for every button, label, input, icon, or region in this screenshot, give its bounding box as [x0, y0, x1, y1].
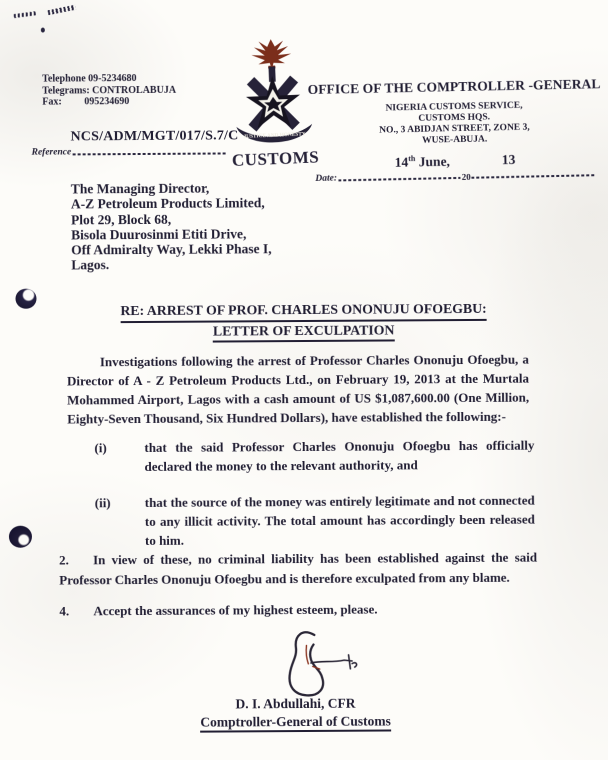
fax-label: Fax: [42, 96, 62, 108]
reference-line [32, 146, 228, 157]
signature-scrawl-icon [260, 628, 380, 699]
pen-dot [41, 28, 45, 33]
subject-line-1: RE: ARREST OF PROF. CHARLES ONONUJU OFOEGBU: [120, 300, 486, 323]
reference-label: Reference [31, 147, 72, 158]
date-block [309, 150, 601, 183]
dotted-rule [472, 174, 595, 178]
signature-block [188, 627, 404, 732]
subject-line-2: LETTER OF EXCULPATION [213, 321, 395, 343]
recipient-line: Off Admiralty Way, Lekki Phase I, [71, 241, 272, 258]
recipient-address [71, 180, 272, 273]
list-marker: (i) [94, 440, 107, 456]
body-paragraph-1: Investigations following the arrest of Professor Charles Ononuju Ofoegbu, a Director of A - Z Petroleum Products Ltd., on February 19, 2013 at the Murtala Mohammed Airport, Lagos with a cash amount of US $1,087,600.00 (One Million, Eighty-Seven Thousand, Six Hundred Dollars), have established the following:- [66, 351, 530, 427]
paragraph-text: In view of these, no criminal liability has been established against the said Professor Charles Ononuju Ofoegbu and is therefore exculpated from any blame. [59, 549, 538, 587]
body-paragraph-4 [59, 599, 537, 621]
list-text: that the source of the money was entirely legitimate and not connected to any illicit activity. The total amount has accordingly been released to him. [144, 492, 535, 548]
signatory-name: D. I. Abdullahi, CFR [235, 695, 356, 712]
recipient-line: Plot 29, Block 68, [70, 211, 172, 228]
date-year: 13 [501, 151, 516, 168]
paragraph-number: 4. [59, 603, 70, 619]
date-day-month: 14th June, [394, 153, 451, 170]
crest-motto: JUSTICE AND HONESTY [243, 131, 306, 140]
address-line: WUSE-ABUJA. [421, 134, 488, 146]
address-line: NIGERIA CUSTOMS SERVICE, [385, 100, 523, 114]
pen-scribble [14, 11, 36, 18]
reference-block [31, 128, 239, 158]
signatory-title: Comptroller-General of Customs [200, 713, 391, 732]
address-line: NO., 3 ABIDJAN STREET, ZONE 3, [379, 122, 530, 136]
date-label: Date: [315, 172, 338, 184]
reference-number: NCS/ADM/MGT/017/S.7/C [70, 128, 239, 145]
recipient-line: Lagos. [71, 257, 110, 273]
telegrams-line: Telegrams: CONTROLABUJA [42, 84, 177, 97]
paragraph-number: 2. [59, 552, 69, 568]
fax-number: 095234690 [84, 96, 130, 108]
dotted-rule [338, 176, 461, 180]
recipient-line: The Managing Director, [70, 180, 210, 197]
ink-blot [9, 526, 32, 548]
list-marker: (ii) [94, 495, 111, 511]
subject-heading [0, 299, 608, 344]
office-block [307, 76, 601, 183]
list-text: that the said Professor Charles Ononuju Ofoegbu has officially declared the money to the relevant authority, and [144, 437, 535, 474]
dotted-rule [72, 152, 226, 155]
crest-caption: CUSTOMS [231, 147, 320, 170]
eagle-icon [251, 38, 292, 70]
telephone-line: Telephone 09-5234680 [42, 73, 137, 85]
contact-info [42, 73, 176, 108]
recipient-line: A-Z Petroleum Products Limited, [70, 195, 265, 212]
office-address [308, 99, 601, 149]
office-title: OFFICE OF THE COMPTROLLER -GENERAL [307, 76, 601, 98]
recipient-line: Bisola Duurosinmi Etiti Drive, [71, 226, 247, 243]
list-item-i [94, 436, 534, 477]
pen-scribble [48, 5, 76, 15]
list-item-ii [95, 491, 535, 551]
paragraph-text: Accept the assurances of my highest esteem, please. [93, 601, 378, 619]
year-prefix: 20 [461, 171, 471, 182]
address-line: CUSTOMS HQS. [418, 112, 491, 124]
body-paragraph-2 [59, 548, 537, 590]
fax-line [42, 96, 176, 108]
